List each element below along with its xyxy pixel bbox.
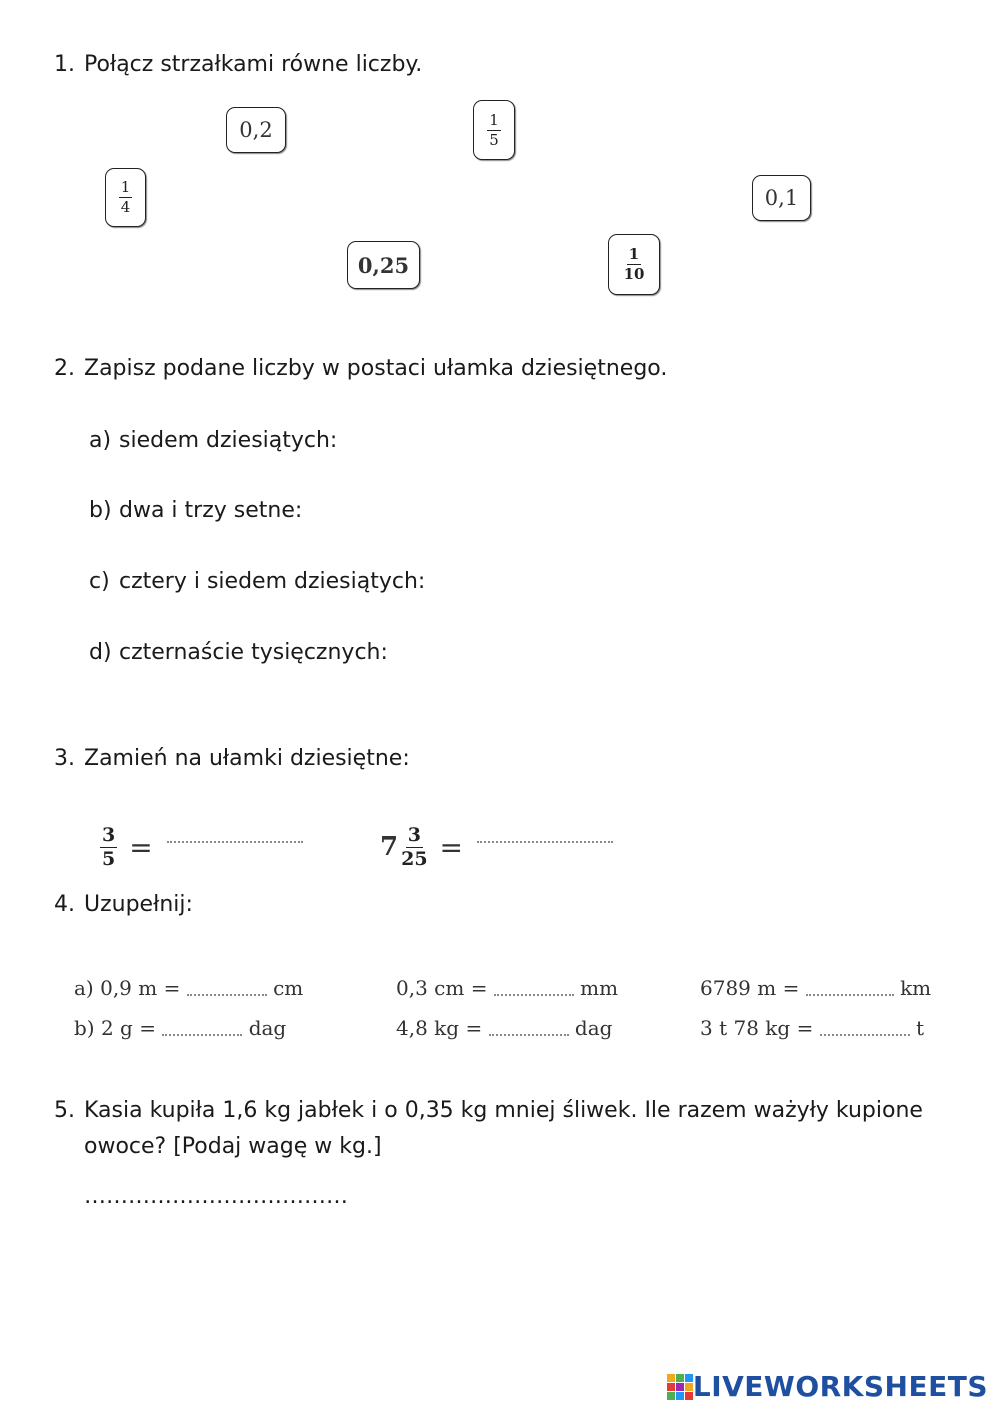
question-1 (54, 51, 422, 79)
answer-blank[interactable] (477, 841, 613, 843)
fraction: $\frac{1}{10}$ (623, 245, 645, 283)
logo-text: LIVEWORKSHEETS (692, 1370, 988, 1403)
answer-blank[interactable] (489, 1034, 569, 1036)
conversion-row-a-col-2 (396, 976, 618, 1000)
fraction: $\frac{3}{25}$ (401, 823, 428, 870)
subitem-d (89, 639, 388, 667)
expression-2 (380, 822, 613, 872)
question-text: Zamień na ułamki dziesiętne: (84, 746, 410, 771)
logo-icon (667, 1374, 693, 1400)
card-fraction-1-5[interactable] (473, 100, 515, 160)
question-5 (54, 1097, 923, 1125)
conversion-expression: 0,9 m = (100, 976, 181, 1000)
question-text: Zapisz podane liczby w postaci ułamka dziesiętnego. (84, 356, 668, 381)
fraction: $\frac{3}{5}$ (102, 823, 116, 870)
question-text: Połącz strzałkami równe liczby. (84, 52, 423, 77)
expression-1 (100, 822, 303, 872)
fraction: $\frac{1}{5}$ (489, 110, 499, 149)
question-number: 1. (54, 52, 75, 77)
card-value: 0,2 (239, 118, 273, 142)
row-label: b) (74, 1016, 95, 1040)
conversion-row-b-col-3 (700, 1016, 924, 1040)
liveworksheets-logo (667, 1370, 988, 1403)
subitem-label: d) (89, 640, 112, 665)
conversion-expression: 3 t 78 kg = (700, 1016, 814, 1040)
subitem-c (89, 568, 425, 596)
unit: mm (580, 976, 619, 1000)
answer-blank[interactable] (806, 994, 894, 996)
question-number: 3. (54, 746, 75, 771)
whole-number: 7 (380, 832, 399, 862)
subitem-b (89, 497, 302, 525)
equals-sign: = (129, 830, 153, 864)
question-number: 4. (54, 892, 75, 917)
conversion-expression: 0,3 cm = (396, 976, 488, 1000)
answer-blank[interactable] (162, 1034, 242, 1036)
card-0-2[interactable] (226, 107, 286, 153)
unit: cm (273, 976, 304, 1000)
question-text-line-2: owoce? [Podaj wagę w kg.] (84, 1134, 382, 1159)
card-value: 0,25 (357, 252, 410, 278)
question-3 (54, 745, 410, 773)
subitem-label: a) (89, 428, 112, 453)
answer-blank[interactable] (820, 1034, 910, 1036)
subitem-text: cztery i siedem dziesiątych: (119, 569, 426, 594)
subitem-label: b) (89, 498, 112, 523)
question-text: Uzupełnij: (84, 892, 193, 917)
fraction: $\frac{1}{4}$ (120, 178, 131, 216)
question-number: 2. (54, 356, 75, 381)
card-value: 0,1 (764, 186, 799, 210)
equals-sign: = (439, 830, 464, 864)
subitem-text: dwa i trzy setne: (119, 498, 303, 523)
answer-blank[interactable] (494, 994, 574, 996)
conversion-row-b-col-2 (396, 1016, 612, 1040)
subitem-text: czternaście tysięcznych: (119, 640, 388, 665)
unit: t (916, 1016, 925, 1040)
answer-blank[interactable] (187, 994, 267, 996)
subitem-label: c) (89, 569, 110, 594)
conversion-expression: 4,8 kg = (396, 1016, 483, 1040)
question-2 (54, 355, 667, 383)
card-fraction-1-10[interactable] (608, 234, 660, 295)
unit: dag (248, 1016, 287, 1040)
question-5-line-2 (84, 1133, 382, 1161)
card-0-1[interactable] (752, 175, 811, 221)
question-text-line-1: Kasia kupiła 1,6 kg jabłek i o 0,35 kg mniej śliwek. Ile razem ważyły kupione (84, 1098, 923, 1123)
answer-blank[interactable] (167, 841, 303, 843)
card-fraction-1-4[interactable] (105, 168, 146, 227)
conversion-row-a-col-1 (74, 976, 303, 1000)
conversion-expression: 2 g = (100, 1016, 156, 1040)
unit: dag (574, 1016, 613, 1040)
answer-line[interactable] (84, 1183, 348, 1211)
conversion-row-b-col-1 (74, 1016, 286, 1040)
subitem-a (89, 427, 337, 455)
question-number: 5. (54, 1098, 75, 1123)
card-0-25[interactable] (347, 241, 420, 289)
unit: km (900, 976, 932, 1000)
conversion-row-a-col-3 (700, 976, 931, 1000)
answer-dots: ……………………………… (84, 1184, 348, 1209)
row-label: a) (74, 976, 94, 1000)
subitem-text: siedem dziesiątych: (119, 428, 338, 453)
conversion-expression: 6789 m = (700, 976, 800, 1000)
question-4 (54, 891, 193, 919)
